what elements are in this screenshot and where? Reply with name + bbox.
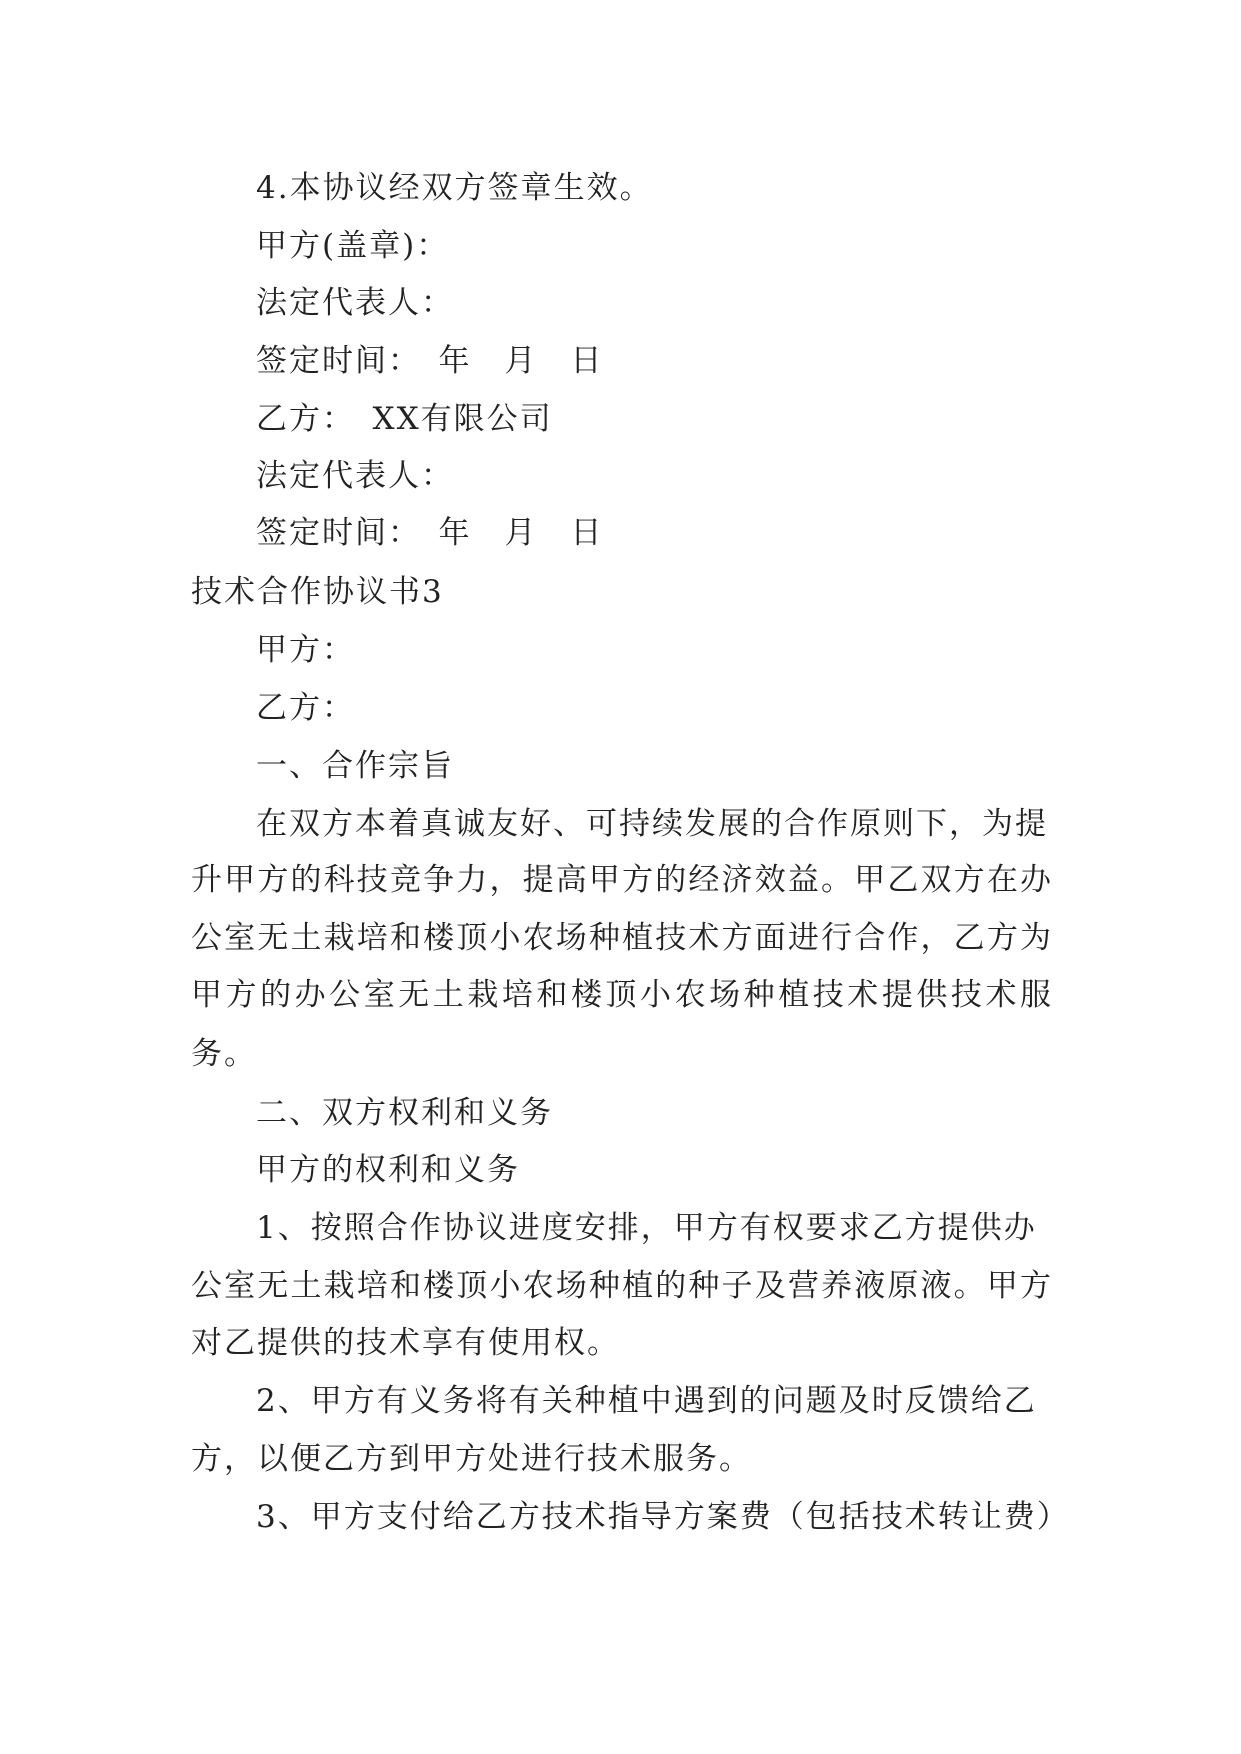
- party-a-rights-heading: 甲方的权利和义务: [256, 1152, 520, 1188]
- party-b-company-label: 乙方： XX有限公司: [256, 401, 553, 437]
- item-2-line-1: 2、甲方有义务将有关种植中遇到的问题及时反馈给乙: [256, 1383, 1037, 1419]
- section-2-heading: 二、双方权利和义务: [256, 1095, 553, 1131]
- item-1-line-1: 1、按照合作协议进度安排，甲方有权要求乙方提供办: [256, 1210, 1037, 1246]
- party-b-label: 乙方：: [256, 690, 355, 726]
- party-b-legal-rep-label: 法定代表人：: [256, 458, 454, 494]
- party-a-seal-label: 甲方(盖章)：: [256, 228, 450, 264]
- paragraph-purpose-line-3: 公室无土栽培和楼顶小农场种植技术方面进行合作，乙方为: [191, 920, 1051, 956]
- item-1-line-2: 公室无土栽培和楼顶小农场种植的种子及营养液原液。甲方: [191, 1268, 1051, 1304]
- section-1-heading: 一、合作宗旨: [256, 748, 454, 784]
- clause-4-effective: 4.本协议经双方签章生效。: [256, 170, 653, 206]
- party-a-label: 甲方：: [256, 632, 355, 668]
- party-a-sign-date-label: 签定时间： 年 月 日: [256, 343, 604, 379]
- paragraph-purpose-line-1: 在双方本着真诚友好、可持续发展的合作原则下，为提: [256, 806, 1048, 842]
- item-1-line-3: 对乙提供的技术享有使用权。: [191, 1325, 620, 1361]
- document-title: 技术合作协议书3: [191, 574, 444, 610]
- paragraph-purpose-line-4: 甲方的办公室无土栽培和楼顶小农场种植技术提供技术服: [191, 977, 1051, 1013]
- party-a-legal-rep-label: 法定代表人：: [256, 285, 454, 321]
- paragraph-purpose-line-2: 升甲方的科技竞争力，提高甲方的经济效益。甲乙双方在办: [191, 862, 1051, 898]
- party-b-sign-date-label: 签定时间： 年 月 日: [256, 515, 604, 551]
- item-2-line-2: 方，以便乙方到甲方处进行技术服务。: [191, 1441, 752, 1477]
- paragraph-purpose-line-5: 务。: [191, 1036, 257, 1072]
- item-3-line-1: 3、甲方支付给乙方技术指导方案费（包括技术转让费）: [256, 1499, 1070, 1535]
